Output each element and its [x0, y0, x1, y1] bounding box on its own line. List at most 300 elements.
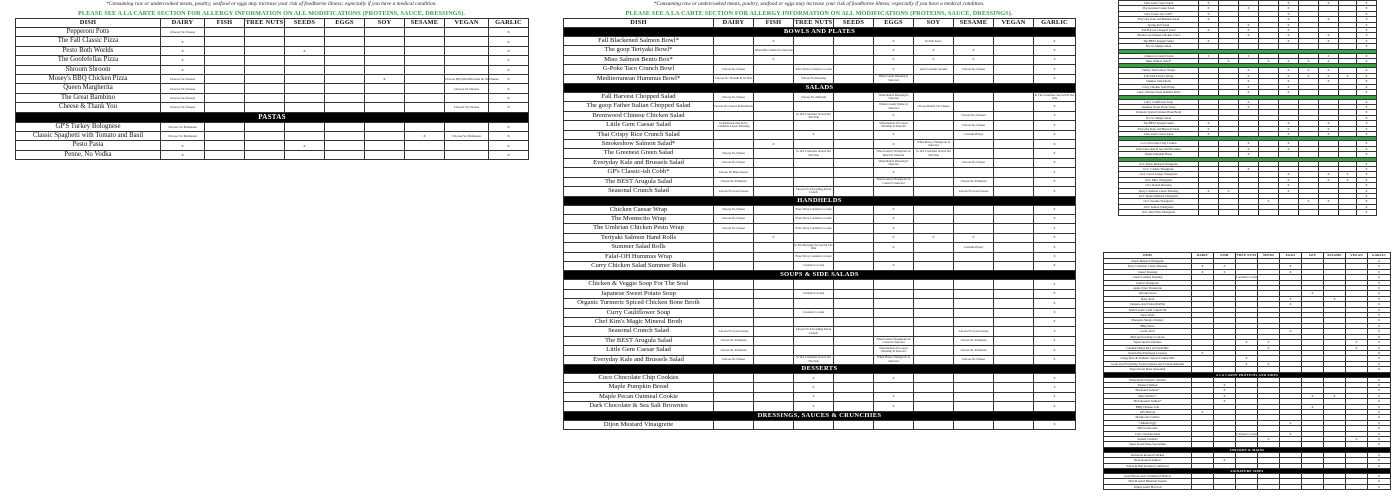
allergen-cell-vegan: X	[1346, 345, 1368, 350]
allergen-cell-garlic: X	[1034, 46, 1076, 55]
allergen-cell-garlic: X	[1357, 172, 1377, 177]
allergen-cell-seeds	[285, 122, 325, 131]
allergen-cell-fish	[1219, 210, 1239, 215]
allergen-cell-seeds	[834, 74, 874, 83]
dish-row	[564, 317, 1076, 326]
dish-name: Jalapeno-Aioli Salsa (PAYK)	[1104, 302, 1192, 307]
allergen-cell-fish	[754, 102, 794, 111]
allergen-cell-fish	[205, 28, 245, 37]
dish-name: GP's Classic-ish Cobb*	[1119, 11, 1199, 16]
dish-name: 7-Minute Egg*	[1104, 420, 1192, 425]
dish-row	[564, 37, 1076, 46]
allergen-cell-seeds: X	[1258, 345, 1280, 350]
allergen-cell-sesame: X	[405, 132, 445, 141]
allergen-cell-fish	[205, 56, 245, 65]
dish-name: Blackened Salmon*	[1104, 388, 1192, 393]
allergen-cell-sesame	[954, 420, 994, 429]
allergen-cell-eggs: X	[1279, 11, 1299, 16]
allergen-cell-soy	[914, 308, 954, 317]
dish-row	[16, 28, 529, 37]
allergen-cell-fish: X	[1214, 458, 1236, 463]
allergen-cell-garlic: X	[1368, 334, 1391, 339]
allergen-cell-sesame: X	[1319, 59, 1339, 64]
allergen-cell-vegan	[994, 168, 1034, 177]
allergen-cell-seeds	[834, 383, 874, 392]
allergen-cell-fish: X	[1214, 388, 1236, 393]
dish-name: Herb-Roasted Salmon	[1104, 458, 1192, 463]
column-header-soy: SOY	[1302, 253, 1324, 259]
dish-row	[564, 289, 1076, 298]
allergen-cell-garlic: X	[1034, 299, 1076, 308]
allergen-cell-garlic: X	[1368, 388, 1391, 393]
section-title: HANDHELDS	[564, 196, 1076, 205]
allergen-cell-tree-nuts	[245, 75, 285, 84]
allergen-cell-eggs: X	[1280, 269, 1302, 274]
column-header-sesame: SESAME	[954, 19, 994, 28]
dish-name: Penne, No Vodka	[16, 150, 161, 159]
allergen-cell-vegan	[994, 205, 1034, 214]
allergen-cell-sesame	[954, 317, 994, 326]
allergen-cell-soy: Choose Ranch, No Cheese	[914, 102, 954, 111]
allergen-cell-dairy	[714, 261, 754, 270]
allergen-cell-eggs	[325, 84, 365, 93]
allergen-cell-dairy	[714, 392, 754, 401]
allergen-cell-fish	[754, 261, 794, 270]
allergen-cell-fish	[205, 150, 245, 159]
allergen-cell-sesame	[405, 141, 445, 150]
allergen-cell-eggs: X	[874, 214, 914, 223]
allergen-cell-seeds	[285, 75, 325, 84]
allergen-cell-fish: X	[1214, 399, 1236, 404]
allergen-cell-sesame	[954, 252, 994, 261]
allergen-cell-soy: X	[914, 46, 954, 55]
allergen-cell-soy	[914, 327, 954, 336]
allergen-cell-eggs: X	[1280, 302, 1302, 307]
column-header-eggs: EGGS	[874, 19, 914, 28]
allergen-cell-soy	[914, 289, 954, 298]
dish-name: Curry Cauliflower Soup	[564, 308, 714, 317]
allergen-cell-garlic: X	[1368, 350, 1391, 355]
allergen-cell-eggs	[325, 150, 365, 159]
dish-name: Pepperoni Potts	[16, 28, 161, 37]
allergen-cell-eggs	[874, 420, 914, 429]
allergen-cell-vegan	[994, 93, 1034, 102]
allergen-cell-seeds	[834, 130, 874, 139]
allergen-cell-eggs: X	[874, 65, 914, 74]
allergen-cell-garlic: X	[1034, 168, 1076, 177]
allergen-cell-sesame	[954, 205, 994, 214]
allergen-cell-fish: X	[754, 37, 794, 46]
allergen-cell-seeds	[834, 280, 874, 289]
dish-row	[16, 103, 529, 112]
dish-name: Little Gem Caesar Salad	[564, 346, 714, 355]
allergen-cell-sesame	[954, 168, 994, 177]
allergen-cell-fish	[754, 168, 794, 177]
allergen-cell-sesame	[405, 46, 445, 55]
allergen-cell-fish	[754, 121, 794, 130]
dish-name: Pesto Pasta	[16, 141, 161, 150]
allergen-cell-eggs: X	[1279, 22, 1299, 27]
allergen-cell-soy	[914, 280, 954, 289]
allergen-cell-tree-nuts: X	[1239, 99, 1259, 104]
allergen-cell-sesame: Choose No Cheese	[954, 158, 994, 167]
allergen-cell-dairy: X	[1199, 131, 1219, 136]
allergen-cell-garlic: X	[1034, 383, 1076, 392]
allergen-cell-tree-nuts	[245, 150, 285, 159]
allergen-cell-fish	[205, 103, 245, 112]
dish-name: Little Gem Caesar Salad	[1119, 1, 1199, 6]
allergen-cell-eggs	[874, 187, 914, 196]
allergen-cell-eggs	[325, 56, 365, 65]
allergen-cell-garlic: X	[489, 93, 529, 102]
allergen-cell-eggs	[874, 308, 914, 317]
allergen-cell-dairy: Choose No Blue Cheese	[714, 168, 754, 177]
allergen-cell-garlic: X	[1357, 161, 1377, 166]
dish-name: Mosey's BBQ Chicken Pizza	[16, 75, 161, 84]
dish-name: The Montecito Wrap	[564, 214, 714, 223]
allergen-cell-fish	[754, 214, 794, 223]
allergen-cell-garlic: X	[1357, 73, 1377, 78]
allergen-cell-dairy: X	[161, 150, 205, 159]
column-header-dish: DISH	[564, 19, 714, 28]
column-header-tree-nuts: TREE NUTS	[1236, 253, 1257, 257]
allergen-cell-vegan: X	[1346, 340, 1368, 345]
allergen-cell-garlic: X	[1034, 158, 1076, 167]
allergen-cell-eggs: X	[1279, 172, 1299, 177]
allergen-cell-eggs: X	[1279, 188, 1299, 193]
allergen-cell-tree-nuts	[794, 55, 834, 64]
allergen-cell-garlic: X	[1357, 152, 1377, 157]
allergen-cell-seeds	[834, 102, 874, 111]
allergen-cell-soy	[365, 84, 405, 93]
allergen-cell-garlic: X	[1357, 110, 1377, 115]
allergen-sheet-thumbnail-1	[1118, 0, 1376, 250]
allergen-cell-tree-nuts: Contains Coconut	[794, 308, 834, 317]
allergen-cell-sesame: X	[1319, 131, 1339, 136]
allergen-cell-eggs: X	[1280, 296, 1302, 301]
allergen-cell-fish: When Miso Salmon Is Selected	[754, 46, 794, 55]
dish-name: GCC Maple Mustard Vinaigrette	[1119, 194, 1199, 199]
allergen-cell-dairy	[714, 374, 754, 383]
allergen-cell-sesame	[954, 102, 994, 111]
allergen-cell-vegan	[994, 280, 1034, 289]
allergen-cell-dairy: X	[1199, 38, 1219, 43]
allergen-cell-eggs: X	[874, 37, 914, 46]
dish-name: Tofu Thai Lettuce Wraps	[1119, 73, 1199, 78]
dish-name: Maple Pumpkin Bread	[1119, 152, 1199, 157]
allergen-cell-vegan	[994, 243, 1034, 252]
allergen-cell-sesame: X	[1319, 38, 1339, 43]
allergen-cell-dairy	[714, 46, 754, 55]
allergen-cell-vegan	[994, 140, 1034, 149]
allergen-cell-garlic: X	[1357, 53, 1377, 58]
dish-name: Chicken & Veggie Soup For The Soul	[564, 280, 714, 289]
allergen-cell-sesame	[954, 37, 994, 46]
allergen-cell-vegan	[994, 37, 1034, 46]
allergen-cell-vegan	[994, 177, 1034, 186]
allergen-cell-tree-nuts: X	[1239, 79, 1259, 84]
dish-row	[564, 355, 1076, 364]
allergen-cell-sesame: X	[1324, 393, 1346, 398]
column-header-sesame: SESAME	[1324, 253, 1346, 259]
section-title: CHICKEN & MAINS	[1104, 447, 1391, 452]
allergen-cell-eggs: X	[1279, 177, 1299, 182]
allergen-cell-tree-nuts	[245, 65, 285, 74]
allergen-cell-garlic: X	[1368, 361, 1391, 366]
allergen-cell-seeds	[834, 111, 874, 120]
allergen-cell-soy	[914, 158, 954, 167]
allergen-cell-sesame: Choose No Parmesan	[954, 336, 994, 345]
allergen-cell-tree-nuts: Choose No Dressing	[794, 74, 834, 83]
allergen-cell-eggs: X	[1280, 431, 1302, 436]
allergen-cell-eggs: When Lemon Vinaigrette Or Caesar Is Selected	[874, 336, 914, 345]
dish-name: Mediterranean Hummus Bowl*	[564, 74, 714, 83]
allergen-cell-garlic: X	[1034, 317, 1076, 326]
allergen-cell-garlic: X	[1034, 402, 1076, 411]
dish-name: Candied Puffed Rice and Seed Mix	[1104, 345, 1192, 350]
dish-row	[564, 102, 1076, 111]
allergen-cell-garlic: X	[1034, 102, 1076, 111]
allergen-cell-tree-nuts	[794, 346, 834, 355]
allergen-cell-garlic: X	[1034, 308, 1076, 317]
column-header-soy: SOY	[914, 19, 954, 28]
allergen-cell-vegan: Choose Ve Cheese	[445, 84, 489, 93]
allergen-cell-garlic: X	[1368, 437, 1391, 442]
allergen-cell-tree-nuts	[794, 158, 834, 167]
allergen-cell-tree-nuts: X	[1239, 141, 1259, 146]
dish-name: Fall Blackened Salmon Bowl*	[564, 37, 714, 46]
dish-name: GP'S Turkey Bolognese	[16, 122, 161, 131]
allergen-cell-fish	[754, 308, 794, 317]
allergen-cell-dairy: Choose Ve Cheese	[161, 28, 205, 37]
section-title: SIGNATURE SIDES	[1104, 469, 1391, 474]
column-header-seeds: SEEDS	[285, 19, 325, 28]
allergen-cell-dairy: Choose No Parmesan	[714, 177, 754, 186]
allergen-cell-eggs: X	[1279, 38, 1299, 43]
allergen-cell-tree-nuts	[1236, 484, 1258, 489]
allergen-cell-soy	[914, 177, 954, 186]
dish-name: GCC Carrot Ginger Vinaigrette	[1119, 172, 1199, 177]
allergen-table	[563, 18, 1076, 430]
dish-name: The Great Bambino	[16, 93, 161, 102]
dish-row	[16, 84, 529, 93]
allergen-cell-eggs: X	[874, 243, 914, 252]
allergen-cell-eggs	[325, 28, 365, 37]
allergen-cell-dairy: X	[1192, 269, 1214, 274]
allergen-cell-dairy: Choose No Cheese	[714, 93, 754, 102]
allergen-cell-vegan: Choose Bbq Modification & Ve Cheese	[445, 75, 489, 84]
section-title: DRESSINGS, SAUCES & CRUNCHIES	[564, 411, 1076, 420]
allergen-cell-eggs: When Greek Dressing Is Selected	[874, 74, 914, 83]
dish-row	[16, 150, 529, 159]
dish-name: The Umbrian Chicken Pesto Wrap	[564, 224, 714, 233]
allergen-cell-fish	[754, 420, 794, 429]
allergen-cell-eggs: X	[874, 392, 914, 401]
dish-name: The BEST Arugula Salad	[564, 177, 714, 186]
allergen-cell-tree-nuts: X	[1239, 53, 1259, 58]
allergen-cell-garlic: X	[1357, 166, 1377, 171]
allergen-cell-garlic: X	[1357, 38, 1377, 43]
allergen-cell-garlic: X	[1357, 115, 1377, 120]
dish-name: Falaf-OH Hummus Wrap	[564, 252, 714, 261]
dish-row	[564, 111, 1076, 120]
dish-name: Salsa Verde	[1104, 313, 1192, 318]
allergen-cell-eggs	[874, 252, 914, 261]
dish-name: Summer Salad Rolls	[564, 243, 714, 252]
dish-row	[16, 56, 529, 65]
allergen-cell-garlic: X	[1034, 346, 1076, 355]
allergen-cell-eggs: X	[1279, 6, 1299, 11]
allergen-cell-seeds	[285, 37, 325, 46]
allergen-cell-vegan	[1346, 484, 1368, 489]
allergen-cell-sesame	[1324, 484, 1346, 489]
foodborne-illness-notice: *Consuming raw or undercooked meats, poultry, seafood or eggs may increase your risk of foodborne illness; especially if you have a medical condition.	[653, 1, 985, 7]
allergen-cell-dairy: X	[161, 46, 205, 55]
dish-name: GCC Miso Vinaigrette	[1119, 177, 1199, 182]
allergen-cell-dairy: X	[1199, 11, 1219, 16]
dish-name: GP's Burrata	[1104, 409, 1192, 414]
allergen-cell-dairy: X	[1199, 17, 1219, 22]
allergen-cell-fish: X	[1214, 269, 1236, 274]
allergen-cell-seeds	[834, 93, 874, 102]
allergen-cell-seeds: X	[1259, 59, 1279, 64]
allergen-cell-garlic: X	[1368, 415, 1391, 420]
allergen-cell-garlic: X	[1034, 374, 1076, 383]
dish-name: Spicy Calabrian Caesar Dressing	[1119, 188, 1199, 193]
allergen-cell-garlic: X	[1368, 431, 1391, 436]
allergen-cell-dairy	[714, 243, 754, 252]
allergen-cell-eggs: When Lemon Vinaigrette Or Caesar Is Selected	[874, 177, 914, 186]
allergen-cell-fish	[205, 122, 245, 131]
allergen-cell-vegan	[994, 233, 1034, 242]
dish-name: Lemon Vinaigrette	[1104, 280, 1192, 285]
allergen-cell-dairy: X	[1192, 350, 1214, 355]
allergen-cell-sesame	[405, 93, 445, 102]
dish-name: Gluten-Free Parmesan Croutons	[1104, 350, 1192, 355]
allergen-cell-tree-nuts	[794, 336, 834, 345]
allergen-cell-seeds	[285, 28, 325, 37]
allergen-cell-eggs	[325, 65, 365, 74]
allergen-cell-garlic: X	[1357, 146, 1377, 151]
allergen-cell-dairy: Choose Ve Cheese	[161, 93, 205, 102]
allergen-cell-dairy: X	[1199, 188, 1219, 193]
allergen-cell-seeds	[285, 103, 325, 112]
allergen-cell-tree-nuts	[245, 141, 285, 150]
allergen-cell-vegan	[994, 420, 1034, 429]
column-header-vegan: VEGAN	[445, 19, 489, 28]
allergen-cell-fish	[754, 299, 794, 308]
allergen-cell-garlic: X	[1357, 183, 1377, 188]
dish-row	[564, 308, 1076, 317]
allergen-cell-fish: X	[754, 233, 794, 242]
allergen-cell-eggs: When Ranch Dressing Is Selected	[874, 158, 914, 167]
allergen-cell-eggs: X	[874, 233, 914, 242]
section-header	[564, 271, 1076, 280]
allergen-cell-garlic: X	[489, 84, 529, 93]
allergen-cell-soy	[365, 150, 405, 159]
allergen-cell-garlic: X	[1368, 323, 1391, 328]
allergen-cell-garlic: X	[1034, 252, 1076, 261]
allergen-cell-vegan	[445, 56, 489, 65]
allergen-cell-dairy	[714, 233, 754, 242]
allergen-cell-soy	[365, 132, 405, 141]
allergen-cell-dairy: Choose No Goat Cheese	[714, 327, 754, 336]
allergen-cell-garlic: X	[1034, 65, 1076, 74]
allergen-cell-sesame: X	[954, 46, 994, 55]
allergen-cell-garlic: X	[1357, 121, 1377, 126]
dish-name: Dark Chocolate & Sea Salt Brownies	[1119, 146, 1199, 151]
allergen-cell-eggs: X	[874, 374, 914, 383]
section-title: PASTAS	[16, 112, 529, 122]
allergen-cell-garlic: X	[1368, 442, 1391, 447]
allergen-cell-eggs: X	[1279, 1, 1299, 6]
allergen-cell-dairy	[714, 37, 754, 46]
allergen-cell-eggs: X	[874, 46, 914, 55]
allergen-cell-soy	[914, 168, 954, 177]
allergen-cell-eggs	[325, 103, 365, 112]
allergen-cell-seeds	[1259, 210, 1279, 215]
allergen-cell-sesame	[954, 93, 994, 102]
allergen-cell-vegan	[994, 214, 1034, 223]
allergen-cell-eggs: X	[1279, 131, 1299, 136]
dish-name: Spicy Aioli	[1104, 296, 1192, 301]
allergen-cell-sesame: Choose No Goat Cheese	[954, 327, 994, 336]
dish-row	[564, 252, 1076, 261]
allergen-cell-eggs	[1280, 484, 1302, 489]
allergen-cell-soy	[914, 121, 954, 130]
allergen-cell-seeds	[834, 177, 874, 186]
dish-name: Cameron's Crunch Salad	[1119, 53, 1199, 58]
allergen-cell-tree-nuts: Flour Wrap Contains Coconut	[794, 224, 834, 233]
dish-row	[16, 132, 529, 141]
allergen-cell-garlic: X	[1368, 377, 1391, 382]
allergen-cell-soy	[914, 243, 954, 252]
allergen-cell-garlic: X	[1357, 22, 1377, 27]
allergen-cell-vegan	[994, 224, 1034, 233]
allergen-cell-dairy: Choose Ve Cheese	[161, 84, 205, 93]
allergen-cell-fish	[205, 75, 245, 84]
allergen-cell-tree-nuts: X	[1239, 22, 1259, 27]
allergen-cell-soy	[914, 224, 954, 233]
allergen-cell-soy: X	[1299, 199, 1319, 204]
allergen-cell-fish: X	[1214, 393, 1236, 398]
allergen-cell-garlic: X	[1368, 367, 1391, 372]
dish-name: Brentwood Chinese Chicken Salad	[564, 111, 714, 120]
allergen-cell-tree-nuts	[794, 299, 834, 308]
allergen-sheet-pizzas-pastas	[15, 0, 528, 178]
allergen-cell-sesame	[954, 289, 994, 298]
allergen-cell-dairy	[714, 55, 754, 64]
allergen-cell-tree-nuts: Flour Wrap Contains Coconut	[794, 205, 834, 214]
allergen-cell-garlic: X	[1368, 426, 1391, 431]
dish-row	[564, 205, 1076, 214]
allergen-cell-eggs: X	[874, 130, 914, 139]
column-header-eggs: EGGS	[1280, 253, 1302, 259]
dish-row	[564, 243, 1076, 252]
allergen-cell-soy	[914, 187, 954, 196]
allergen-cell-seeds	[834, 317, 874, 326]
allergen-cell-soy: X	[1302, 393, 1324, 398]
allergen-cell-eggs	[1279, 210, 1299, 215]
dish-name: Everyday Kale and Brussels Salad	[1119, 126, 1199, 131]
allergen-cell-fish	[205, 84, 245, 93]
allergen-cell-fish	[754, 74, 794, 83]
column-header-soy: SOY	[365, 19, 405, 28]
dish-name: Apple Cider Vinaigrette	[1104, 286, 1192, 291]
allergen-cell-sesame	[954, 308, 994, 317]
allergen-cell-fish	[205, 132, 245, 141]
dish-name: Teriyaki Salmon Hand Rolls	[564, 233, 714, 242]
